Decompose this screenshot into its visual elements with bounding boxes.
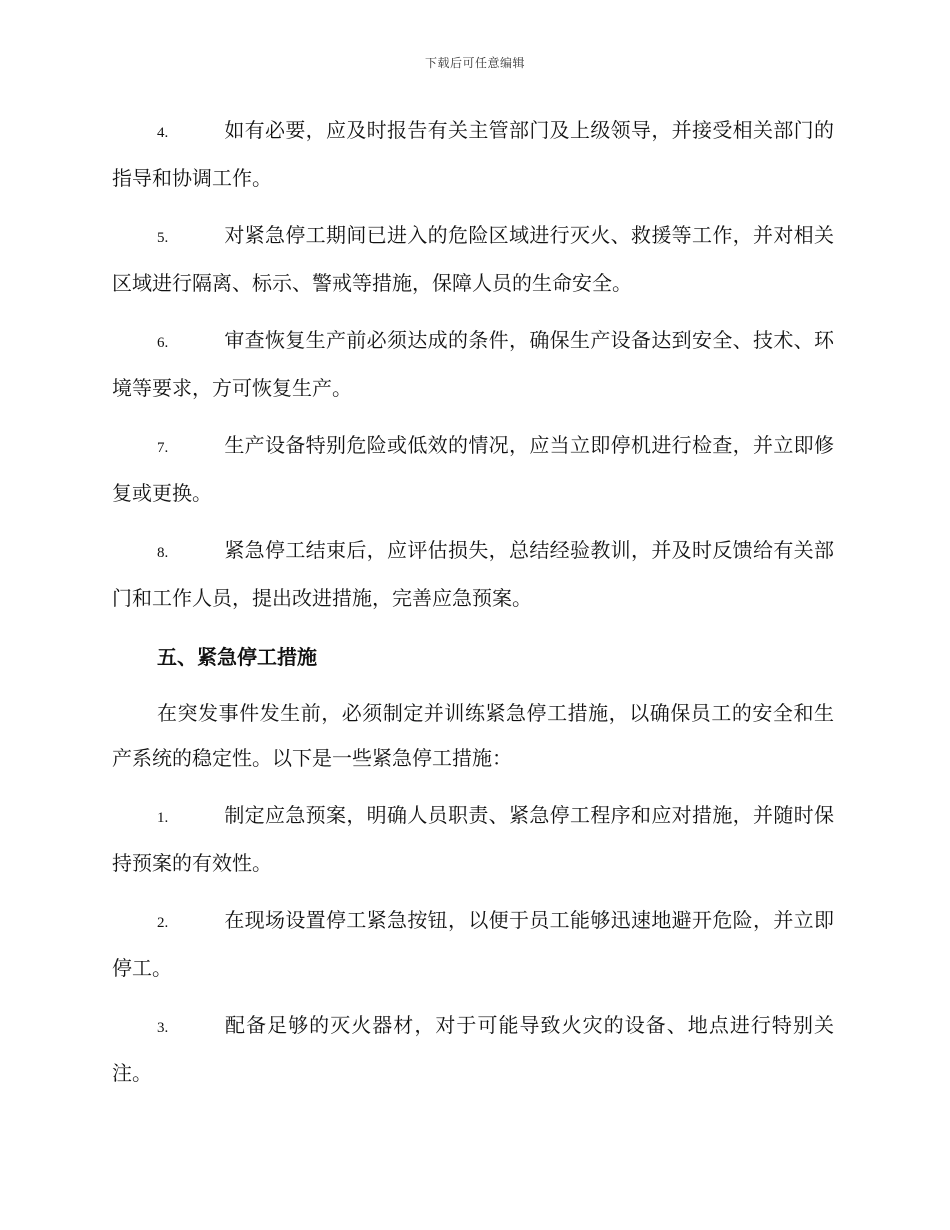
- list-item-text: 审查恢复生产前必须达成的条件，确保生产设备达到安全、技术、环境等要求，方可恢复生产。: [112, 328, 834, 400]
- list-item: [112, 528, 834, 621]
- list-item-number: 3.: [157, 1020, 169, 1036]
- list-item-text: 在现场设置停工紧急按钮，以便于员工能够迅速地避开危险，并立即停工。: [112, 908, 834, 980]
- list-item: [112, 318, 834, 411]
- list-item-number: 7.: [157, 440, 169, 456]
- list-item-text: 生产设备特别危险或低效的情况，应当立即停机进行检查，并立即修复或更换。: [112, 433, 834, 505]
- list-item-text: 配备足够的灭火器材，对于可能导致火灾的设备、地点进行特别关注。: [112, 1013, 834, 1085]
- list-item-number: 1.: [157, 810, 169, 826]
- list-item: [112, 1003, 834, 1096]
- list-item-number: 8.: [157, 545, 169, 561]
- list-item-number: 5.: [157, 230, 169, 246]
- list-item: [112, 423, 834, 516]
- list-item: [112, 898, 834, 991]
- list-item-number: 6.: [157, 335, 169, 351]
- list-item-text: 紧急停工结束后，应评估损失，总结经验教训，并及时反馈给有关部门和工作人员，提出改进措施，完善应急预案。: [112, 538, 834, 610]
- list-item-number: 2.: [157, 915, 169, 931]
- document-body: [112, 108, 834, 1108]
- list-item-text: 如有必要，应及时报告有关主管部门及上级领导，并接受相关部门的指导和协调工作。: [112, 118, 834, 190]
- section-intro-paragraph: 在突发事件发生前，必须制定并训练紧急停工措施，以确保员工的安全和生产系统的稳定性。以下是一些紧急停工措施：: [112, 701, 834, 770]
- section-heading: 五、紧急停工措施: [157, 645, 317, 669]
- list-item-text: 制定应急预案，明确人员职责、紧急停工程序和应对措施，并随时保持预案的有效性。: [112, 803, 834, 875]
- list-item: [112, 213, 834, 306]
- list-item-number: 4.: [157, 125, 169, 141]
- page-header: 下载后可任意编辑: [424, 56, 525, 70]
- list-item-text: 对紧急停工期间已进入的危险区域进行灭火、救援等工作，并对相关区域进行隔离、标示、警戒等措施，保障人员的生命安全。: [112, 223, 834, 295]
- list-item: [112, 793, 834, 886]
- list-item: [112, 108, 834, 201]
